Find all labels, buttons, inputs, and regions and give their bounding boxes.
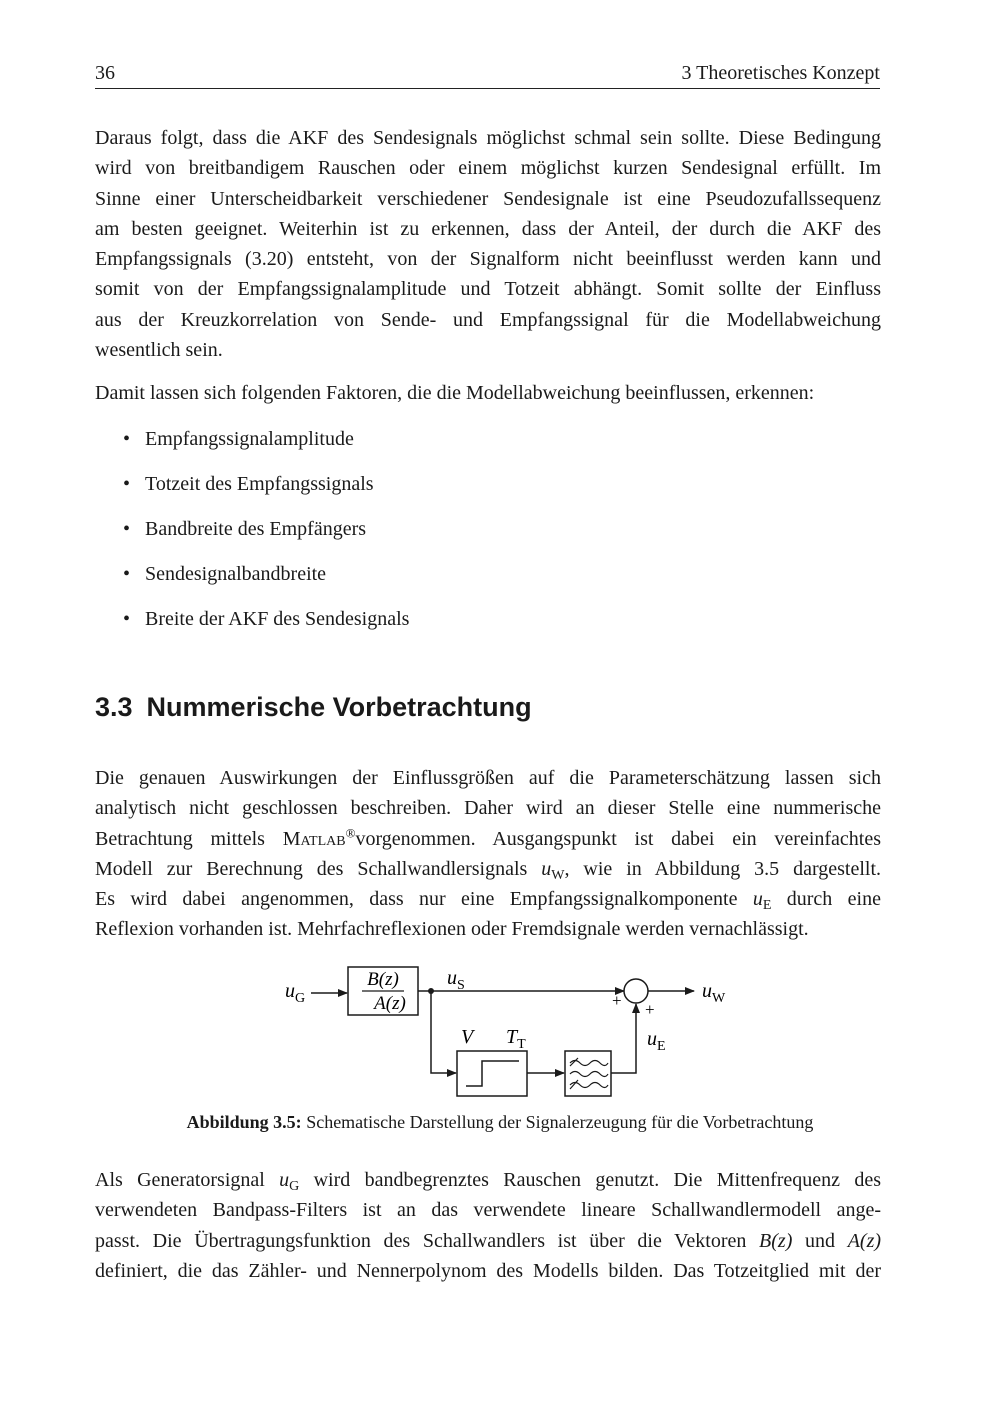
list-item: • Bandbreite des Empfängers [95,514,795,559]
dead-time-block [457,1051,527,1096]
factor-list [95,424,795,649]
plus-bottom: + [645,1000,655,1019]
text-line: Als Generatorsignal $u_G$ wird bandbegrenztes Rauschen genutzt. Die Mittenfrequenz des [95,1169,882,1194]
step-icon [466,1061,519,1086]
section-number: 3.3 [95,692,133,722]
plus-left: + [612,991,622,1010]
list-item: • Empfangssignalamplitude [95,424,795,469]
text-line: analytisch nicht geschlossen beschreiben. Daher wird an dieser Stelle eine nummerische [95,797,881,820]
label-TT: $T_T$ [506,1026,526,1052]
list-item: • Totzeit des Empfangssignals [95,469,795,514]
paragraph-4 [95,1165,881,1286]
text-line: definiert, die das Zähler- und Nennerpolynom des Modells bilden. Das Totzeitglied mit der [95,1259,881,1282]
label-uE: $u_E$ [647,1028,666,1054]
text-line: Daraus folgt, dass die AKF des Sendesignals möglichst schmal sein sollte. Diese Bedingung [95,127,881,149]
figure-caption [0,1112,1000,1133]
text-line: verwendeten Bandpass-Filters ist an das verwendete lineare Schallwandlermodell ange- [95,1199,881,1222]
text-line: passt. Die Übertragungsfunktion des Schallwandlers ist über die Vektoren B(z) und A(z) [95,1229,882,1252]
text-line: wird von breitbandigem Rauschen oder einem möglichst kurzen Sendesignal erfüllt. Im [95,157,881,180]
bandpass-icon [570,1058,608,1089]
text-line: Die genauen Auswirkungen der Einflussgrößen auf die Parameterschätzung lassen sich [95,767,881,789]
text-line: Empfangssignals (3.20) entsteht, von der Signalform nicht beeinflusst werden kann und [95,248,881,271]
text-line: am besten geeignet. Weiterhin ist zu erkennen, dass der Anteil, der durch die AKF des [95,217,881,240]
branch-line [431,991,456,1073]
label-uS: $u_S$ [447,967,465,993]
list-item: • Breite der AKF des Sendesignals [95,604,795,649]
numerator-Bz: B(z) [367,969,399,990]
caption-text: Schematische Darstellung der Signalerzeugung für die Vorbetrachtung [301,1112,814,1132]
paragraph-1 [95,123,881,365]
block-diagram [0,950,1000,1110]
text-line: Betrachtung mittels Matlab®vorgenommen. Ausgangspunkt ist dabei ein vereinfachtes [95,824,882,850]
text-line: Sinne einer Unterscheidbarkeit verschiedener Sendesignale ist eine Pseudozufallssequenz [95,187,881,210]
section-title: Nummerische Vorbetrachtung [146,692,532,722]
feedback-line [611,1004,636,1073]
label-uW: $u_W$ [702,980,726,1006]
section-heading [95,692,532,723]
running-header [95,58,880,89]
text-line: Damit lassen sich folgenden Faktoren, die die Modellabweichung beeinflussen, erkennen: [95,382,815,404]
text-line: Reflexion vorhanden ist. Mehrfachreflexionen oder Fremdsignale werden vernachlässigt. [95,918,809,941]
caption-label: Abbildung 3.5: [186,1112,302,1132]
text-line: Modell zur Berechnung des Schallwandlersignals $u_W$, wie in Abbildung 3.5 dargestellt. [95,857,882,883]
page-number: 36 [95,62,115,84]
text-line: Es wird dabei angenommen, dass nur eine Empfangssignalkomponente $u_E$ durch eine [95,888,881,914]
text-line: aus der Kreuzkorrelation von Sende- und Empfangssignal für die Modellabweichung [95,308,881,331]
label-V: V [461,1026,474,1048]
bandpass-filter-block [565,1051,611,1096]
paragraph-3 [95,763,881,945]
text-line: somit von der Empfangssignalamplitude und Totzeit abhängt. Somit sollte der Einfluss [95,278,881,301]
matlab-name: Matlab [282,827,346,850]
label-uG: $u_G$ [285,980,306,1006]
chapter-title: 3 Theoretisches Konzept [681,62,880,84]
list-item: • Sendesignalbandbreite [95,559,795,604]
paragraph-2 [95,378,881,408]
denominator-Az: A(z) [374,993,406,1014]
text-line: wesentlich sein. [95,339,223,362]
